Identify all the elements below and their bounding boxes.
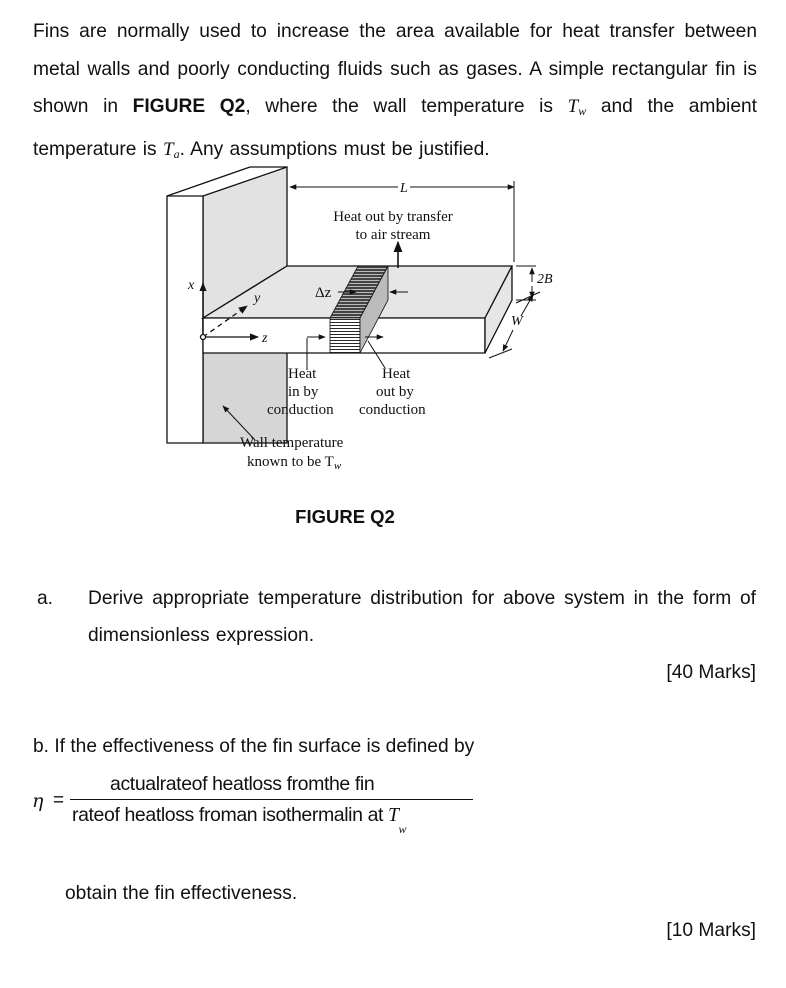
wall-temperature-label-line2: known to be $T_w$ bbox=[247, 454, 342, 472]
heat-in-label-line3: conduction bbox=[267, 402, 334, 418]
length-label: L bbox=[400, 181, 408, 196]
wall-temperature-label-line1: Wall temperature bbox=[240, 435, 344, 451]
ambient-temperature-symbol: $T_a$ bbox=[162, 138, 180, 161]
eta-symbol: η bbox=[32, 790, 44, 812]
equals-sign: = bbox=[53, 790, 65, 811]
heat-transfer-label-line2: to air stream bbox=[355, 227, 431, 243]
intro-text-1: Fins are normally used to increase the area available for heat transfer between metal walls and poorly conducting fluids such as gases. A simple rectangular fin is shown in bbox=[33, 21, 757, 117]
intro-text-4: . Any assumptions must be justified. bbox=[179, 138, 490, 160]
axis-y-label: y bbox=[254, 291, 261, 306]
question-a-label: a. bbox=[37, 588, 54, 609]
intro-text-3: and the ambient temperature is bbox=[33, 96, 757, 160]
question-b-closing: obtain the fin effectiveness. bbox=[65, 883, 298, 904]
question-b-text: b. If the effectiveness of the fin surface is defined by bbox=[33, 736, 475, 757]
width-label: W bbox=[511, 314, 523, 329]
fraction-bar bbox=[70, 799, 473, 800]
intro-text-2: , where the wall temperature is bbox=[245, 96, 568, 117]
axis-x-label: x bbox=[188, 278, 195, 293]
figure-reference: FIGURE Q2 bbox=[132, 96, 246, 117]
figure-caption: FIGURE Q2 bbox=[295, 506, 395, 527]
wall-temperature-symbol: $T_w$ bbox=[567, 96, 587, 118]
heat-out-label-line1: Heat bbox=[382, 366, 411, 382]
axis-z-label: z bbox=[262, 331, 268, 346]
delta-z-label: Δz bbox=[315, 285, 332, 301]
effectiveness-numerator: actualrateof heatloss fromthe fin bbox=[110, 773, 375, 795]
heat-out-label-line3: conduction bbox=[359, 402, 426, 418]
heat-out-label-line2: out by bbox=[376, 384, 414, 400]
heat-transfer-label-line1: Heat out by transfer bbox=[333, 209, 453, 225]
heat-in-label-line2: in by bbox=[288, 384, 319, 400]
heat-in-label-line1: Heat bbox=[288, 366, 317, 382]
effectiveness-denominator: rateof heatloss froman isothermalin at T w bbox=[72, 804, 407, 836]
question-a-text: Derive appropriate temperature distribution for above system in the form of dimensionless expression. bbox=[88, 588, 756, 646]
question-b-marks: [10 Marks] bbox=[666, 920, 756, 941]
thickness-label: 2B bbox=[537, 272, 553, 287]
question-a-marks: [40 Marks] bbox=[666, 662, 756, 683]
